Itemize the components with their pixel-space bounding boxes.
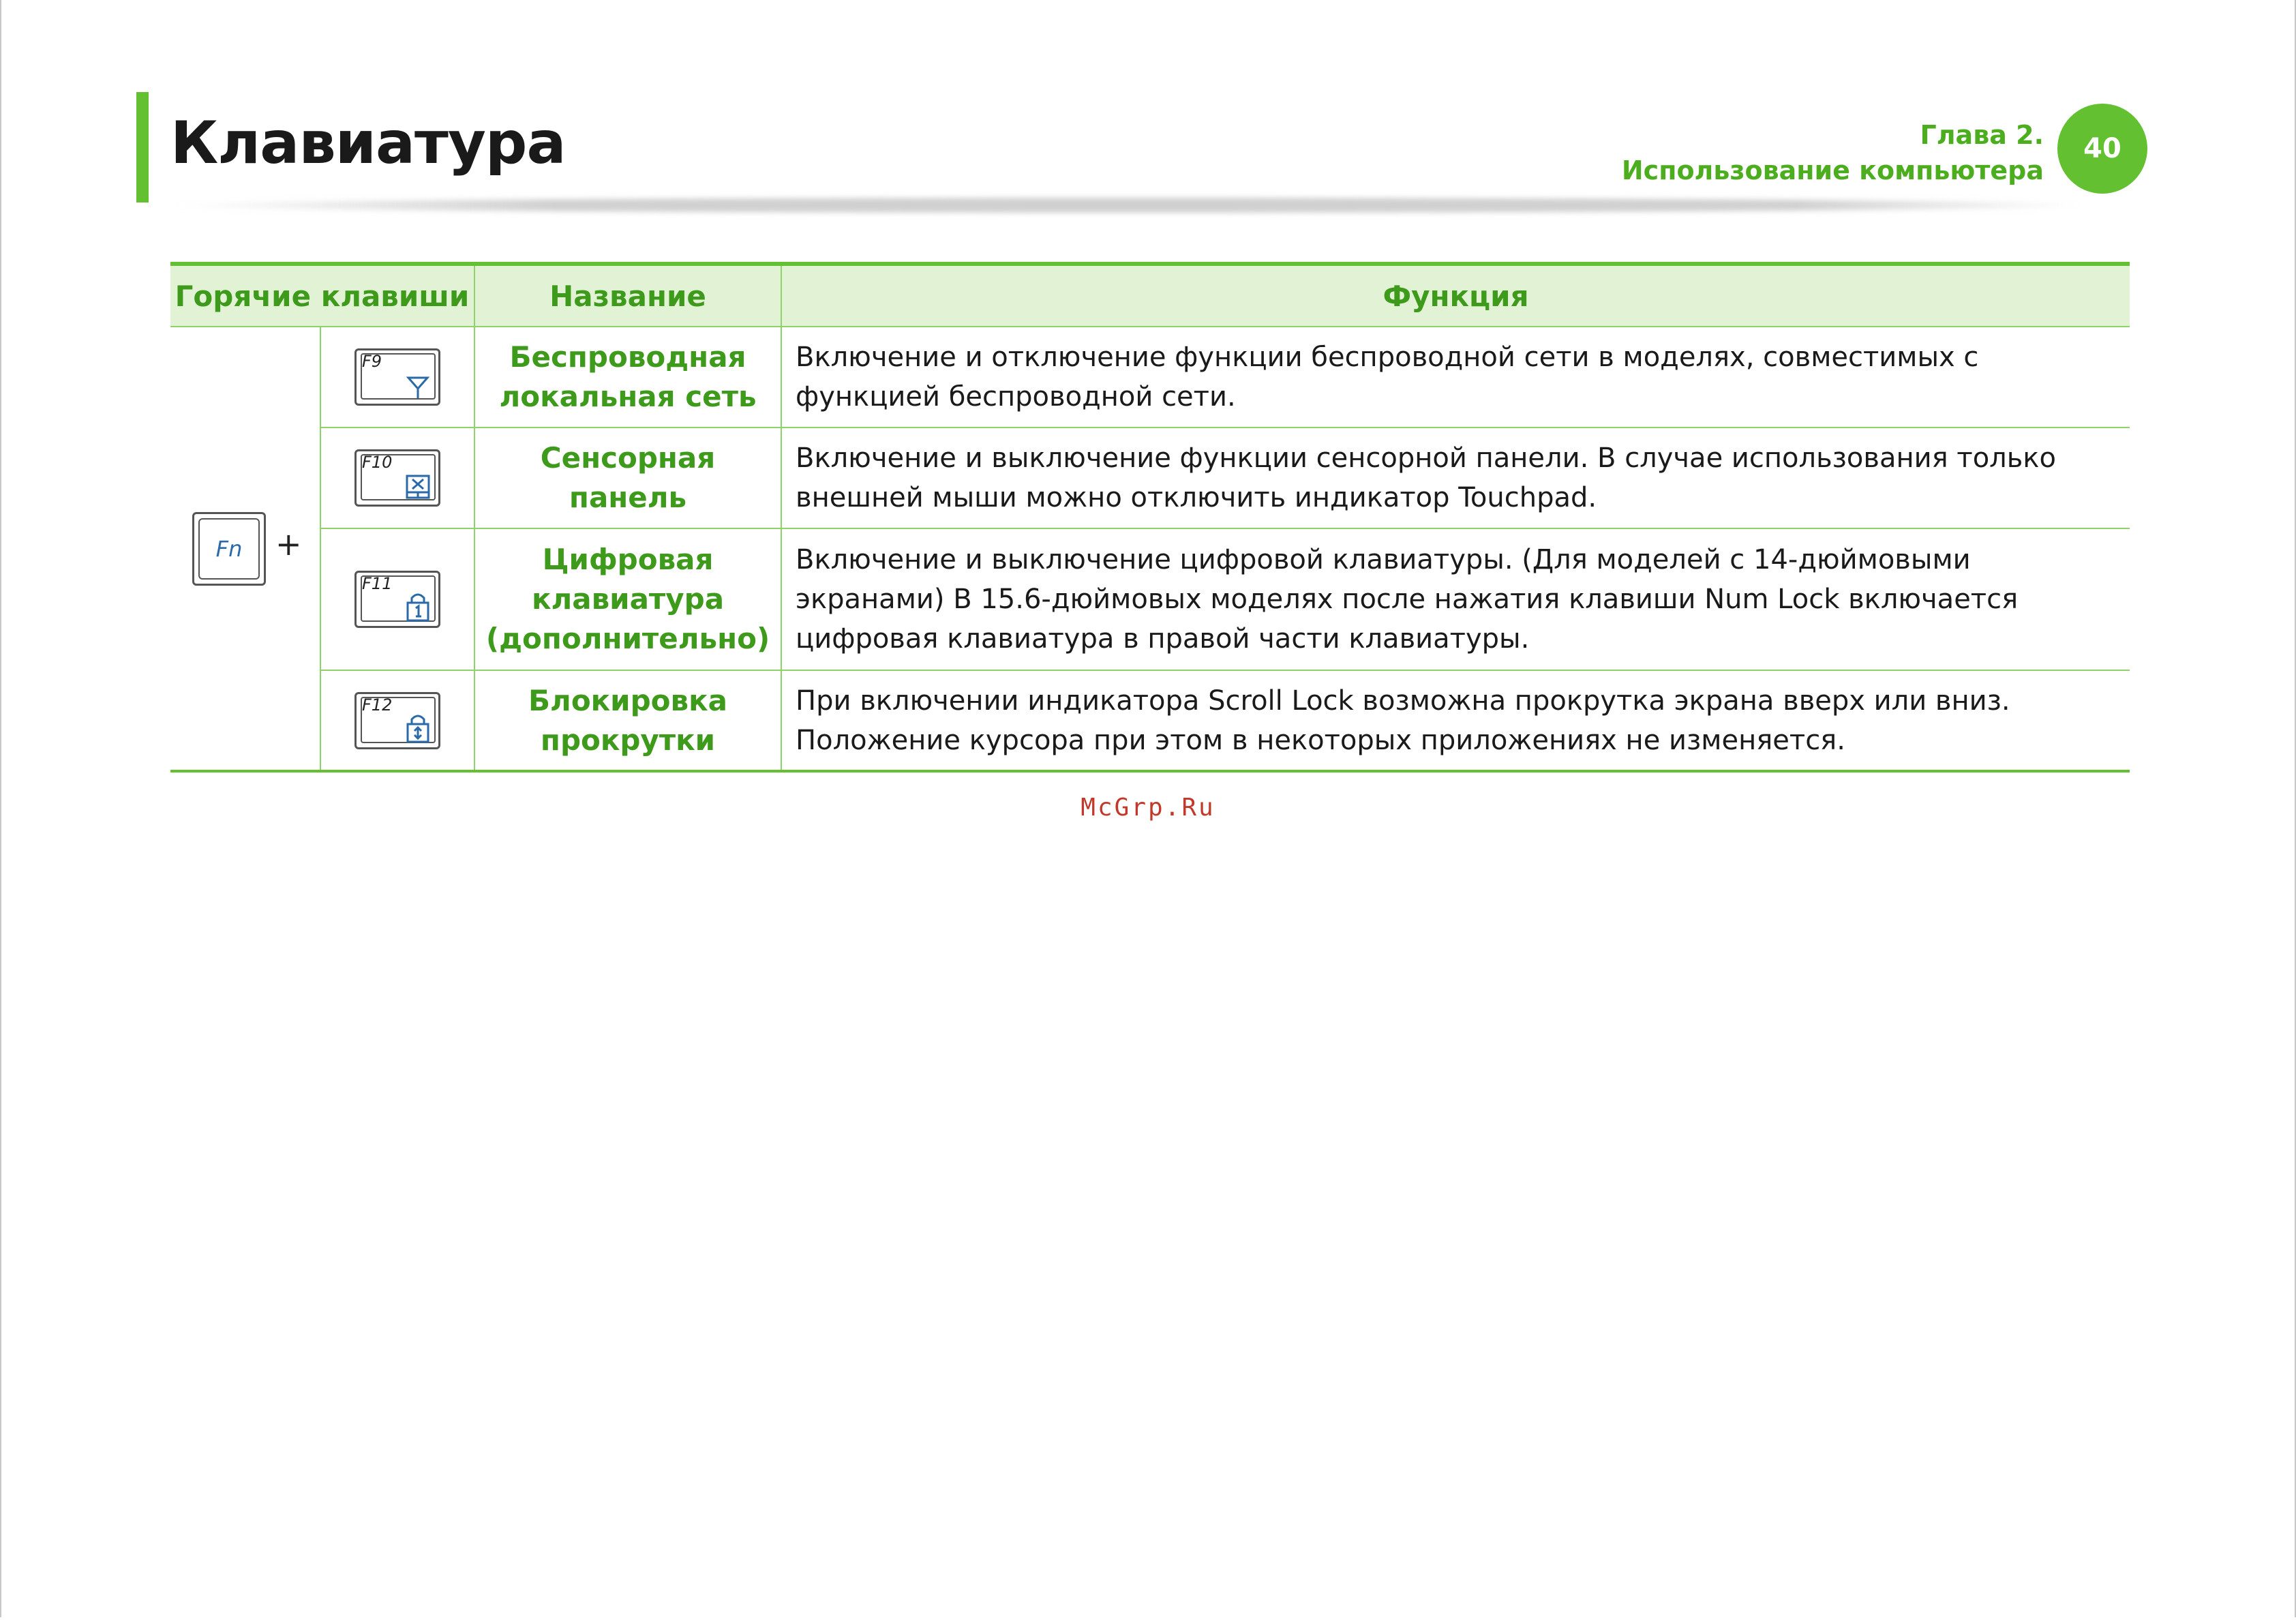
watermark[interactable]: McGrp.Ru	[1081, 794, 1215, 822]
f12-key-icon	[354, 692, 440, 749]
f10-key-icon	[354, 449, 440, 507]
hotkeys-table	[170, 262, 2130, 772]
f9-key-label: F9	[362, 352, 382, 371]
touchpad-off-icon	[404, 473, 432, 500]
table-row	[170, 670, 2130, 771]
f12-key-label: F12	[362, 695, 393, 715]
f11-key-icon	[354, 571, 440, 628]
key-cell-f12	[320, 670, 474, 771]
header-function: Функция	[781, 264, 2130, 327]
chapter-title: Использование компьютера	[1621, 155, 2044, 185]
chapter-label	[1622, 117, 2044, 188]
scroll-lock-icon	[404, 712, 432, 743]
feature-name: Беспроводная локальная сеть	[474, 327, 781, 427]
feature-description: Включение и выключение цифровой клавиатуры. (Для моделей с 14-дюймовыми экранами) В 15.6-дюймовых моделях после нажатия клавиши Num Lock включается цифровая клавиатура в правой части клавиатуры.	[781, 528, 2130, 670]
feature-name: Сенсорная панель	[474, 427, 781, 528]
table-row	[170, 528, 2130, 670]
table-row	[170, 427, 2130, 528]
key-cell-f11	[320, 528, 474, 670]
f9-key-icon	[354, 348, 440, 406]
header-hotkeys: Горячие клавиши	[170, 264, 474, 327]
table-header-row	[170, 264, 2130, 327]
header-name: Название	[474, 264, 781, 327]
hotkeys-table-wrapper	[170, 262, 2130, 772]
header-divider	[170, 198, 2086, 213]
feature-description: Включение и выключение функции сенсорной панели. В случае использования только внешней мыши можно отключить индикатор Touchpad.	[781, 427, 2130, 528]
title-accent-bar	[136, 92, 149, 202]
fn-key-icon	[192, 512, 266, 586]
plus-sign: +	[275, 525, 302, 562]
fn-key-cell	[170, 327, 320, 771]
key-cell-f9	[320, 327, 474, 427]
key-cell-f10	[320, 427, 474, 528]
feature-name: Цифровая клавиатура (дополнительно)	[474, 528, 781, 670]
wireless-antenna-icon	[404, 372, 432, 400]
fn-combo	[170, 512, 320, 586]
fn-key-label: Fn	[198, 518, 260, 580]
chapter-number: Глава 2.	[1920, 120, 2044, 150]
feature-description: При включении индикатора Scroll Lock возможна прокрутка экрана вверх или вниз. Положение курсора при этом в некоторых приложениях не изменяется.	[781, 670, 2130, 771]
page-number: 40	[2083, 133, 2121, 164]
page-number-badge	[2057, 104, 2147, 194]
feature-name: Блокировка прокрутки	[474, 670, 781, 771]
num-lock-icon	[404, 590, 432, 622]
feature-description: Включение и отключение функции беспроводной сети в моделях, совместимых с функцией беспроводной сети.	[781, 327, 2130, 427]
page-title: Клавиатура	[170, 109, 566, 177]
f11-key-label: F11	[362, 574, 393, 593]
table-row	[170, 327, 2130, 427]
f10-key-label: F10	[362, 453, 393, 472]
